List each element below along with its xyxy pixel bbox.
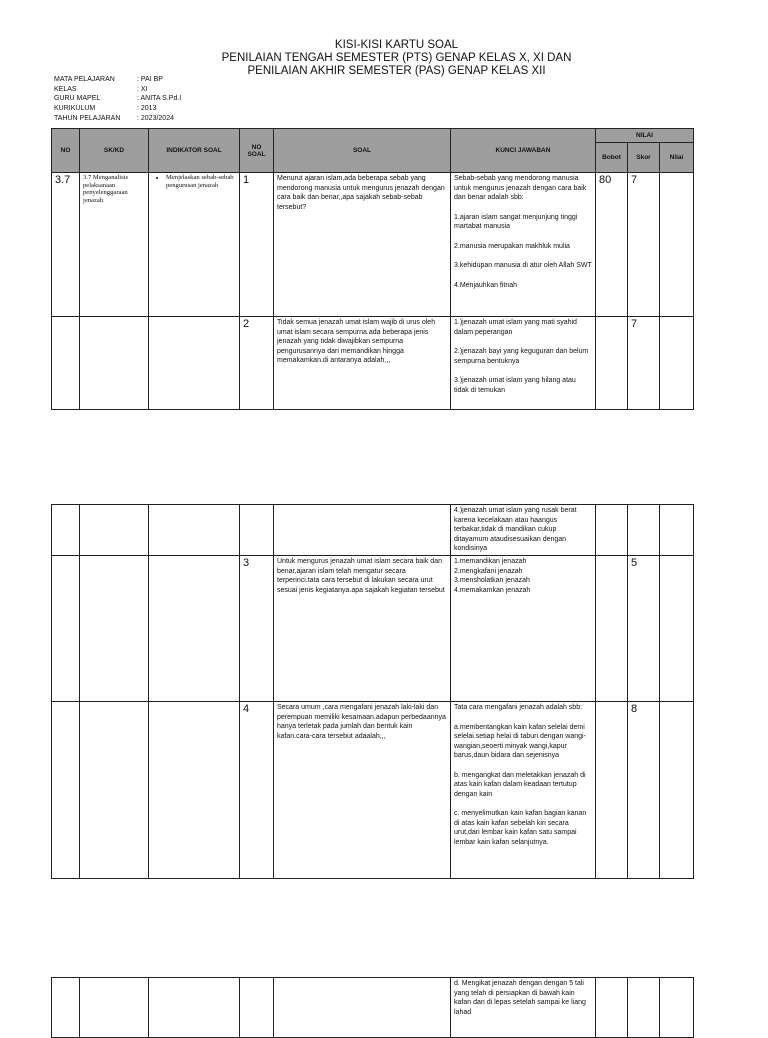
meta-value: : PAI BP	[137, 76, 163, 83]
answer-line: c. menyelimutkan kain kafan bagian kanan di atas kain kafan sebelah kiri secara urut,dari lembar kain kafan satu sampai lembar kain kafan selanjutnya.	[454, 810, 587, 846]
answer-line: 4.Menjauhkan fitnah	[454, 281, 518, 289]
meta-row-year	[54, 114, 181, 124]
answer-line: 1.ajaran islam sangat menjunjung tinggi martabat manusia	[454, 213, 578, 230]
answer-line: a.membentangkan kain kafan selelai demi selelai.setiap helai di taburi dengan wangi-wangian,seoerti minyak wangi,kapur barus,daun bidara dan sejenisnya	[454, 723, 586, 759]
cell-value	[660, 978, 694, 1038]
answer-line: 2.mengkafani jenazah	[454, 567, 523, 575]
cell-value	[660, 505, 694, 556]
document-title-line2: PENILAIAN TENGAH SEMESTER (PTS) GENAP KELAS X, XI DAN	[221, 52, 572, 64]
header-question-number: NO SOAL	[240, 129, 274, 173]
document-title-line1: KISI-KISI KARTU SOAL	[334, 39, 459, 51]
meta-row-curriculum	[54, 104, 181, 114]
meta-label: MATA PELAJARAN	[54, 76, 115, 83]
table-row	[52, 702, 694, 879]
table-row	[52, 556, 694, 702]
answer-line: 2.)jenazah bayi yang keguguran dan belum sempurna bentuknya	[454, 348, 589, 365]
cell-weight	[596, 505, 628, 556]
answer-line: b. mengangkat dan meletakkan jenazah di atas kain kafan dalam keadaan tertutup dengan kain	[454, 771, 586, 798]
meta-row-teacher	[54, 94, 181, 104]
header-value: Nilai	[660, 143, 694, 173]
cell-no	[52, 978, 80, 1038]
cell-question: Untuk mengurus jenazah umat islam secara baik dan benar,ajaran islam telah mengatur secara terperinci.tata cara tersebut di lakukan secara urut sesuai jenis kegiatanya.apa sajakah kegiatan tersebut	[274, 556, 451, 702]
indicator-item: • Menjelaskan sebab-sebab pengurusan jenazah	[166, 174, 236, 189]
cell-no	[52, 317, 80, 410]
cell-score: 8	[628, 702, 660, 879]
cell-answer-key	[451, 556, 596, 702]
cell-skkd	[80, 556, 149, 702]
table-row	[52, 978, 694, 1038]
answer-line: Tata cara mengafani jenazah adalah sbb:	[454, 704, 583, 711]
cell-score: 5	[628, 556, 660, 702]
meta-row-subject	[54, 75, 181, 85]
header-question: SOAL	[274, 129, 451, 173]
meta-value: : 2023/2024	[137, 114, 174, 122]
cell-indicator	[149, 173, 240, 317]
header-weight: Bobot	[596, 143, 628, 173]
cell-answer-key: d. Mengikat jenazah dengan dengan 5 tali yang telah di persiapkan di bawah kain kafan dan di lepas setelah sampai ke liang lahad	[451, 978, 596, 1038]
table-row	[52, 317, 694, 410]
cell-weight: 80	[596, 173, 628, 317]
cell-weight	[596, 556, 628, 702]
cell-question: Secara umum ,cara mengafani jenazah laki-laki dan perempuan memiliki kesamaan.adapun perbedaannya hanya terletak pada jumlah dan bentuk kain kafan.cara-cara tersebut adaalah,,,	[274, 702, 451, 879]
question-grid-table-1	[51, 128, 694, 410]
meta-value: : ANITA S.Pd.I	[137, 95, 182, 103]
cell-score	[628, 978, 660, 1038]
table-row	[52, 173, 694, 317]
meta-label: GURU MAPEL	[54, 95, 101, 103]
question-grid-table-3	[51, 977, 694, 1038]
cell-score: 7	[628, 317, 660, 410]
cell-score: 7	[628, 173, 660, 317]
cell-value	[660, 317, 694, 410]
header-indicator: INDIKATOR SOAL	[149, 129, 240, 173]
cell-question: Tidak semua jenazah umat islam wajib di urus oleh umat islam secara sempurna.ada beberapa jenis jenazah yang tidak diwajibkan sempurna pengurusannya dari memandikan hingga memakamkan.di antaranya adalah,,,	[274, 317, 451, 410]
table-row	[52, 505, 694, 556]
answer-line: 3.)jenazah umat islam yang hilang atau tidak di temukan	[454, 377, 576, 394]
document-title-line3: PENILAIAN AKHIR SEMESTER (PAS) GENAP KELAS XII	[247, 65, 546, 77]
cell-indicator	[149, 556, 240, 702]
cell-answer-key	[451, 702, 596, 879]
cell-skkd	[80, 505, 149, 556]
answer-line: 1.memandikan jenazah	[454, 558, 527, 565]
cell-value	[660, 173, 694, 317]
cell-question-number: 2	[240, 317, 274, 410]
meta-value: : XI	[137, 85, 148, 93]
cell-question-number: 3	[240, 556, 274, 702]
cell-answer-key	[451, 173, 596, 317]
cell-question-number	[240, 505, 274, 556]
cell-weight	[596, 978, 628, 1038]
answer-line: Sebab-sebab yang mendorong manusia untuk mengurus jenazah dengan cara baik dan benar adalah sbb:	[454, 175, 587, 201]
cell-skkd	[80, 317, 149, 410]
cell-value	[660, 702, 694, 879]
cell-question-number: 4	[240, 702, 274, 879]
meta-label: TAHUN PELAJARAN	[54, 114, 121, 122]
cell-question	[274, 978, 451, 1038]
cell-indicator	[149, 978, 240, 1038]
meta-label: KELAS	[54, 85, 77, 93]
cell-no: 3.7	[52, 173, 80, 317]
cell-no	[52, 702, 80, 879]
answer-line: 1.)jenazah umat islam yang mati syahid dalam peperangan	[454, 319, 577, 336]
cell-skkd: 3.7 Menganalisis pelaksanaan penyelenggaraan jenazah	[80, 173, 149, 317]
meta-value: : 2013	[137, 105, 157, 113]
cell-weight	[596, 702, 628, 879]
header-no: NO	[52, 129, 80, 173]
answer-line: 3.mensholatkan jenazah	[454, 577, 530, 584]
cell-question-number	[240, 978, 274, 1038]
identity-info	[54, 75, 181, 124]
cell-indicator	[149, 505, 240, 556]
cell-question: Menurut ajaran islam,ada beberapa sebab yang mendorong manusia untuk mengurus jenazah dengan cara baik dan benar,,apa sajakah sebab-sebab tersebut?	[274, 173, 451, 317]
cell-question-number: 1	[240, 173, 274, 317]
question-grid-table-2	[51, 504, 694, 879]
header-score: Skor	[628, 143, 660, 173]
header-answer-key: KUNCI JAWABAN	[451, 129, 596, 173]
cell-no	[52, 505, 80, 556]
cell-indicator	[149, 317, 240, 410]
header-skkd: SK/KD	[80, 129, 149, 173]
meta-label: KURIKULUM	[54, 105, 96, 113]
cell-question	[274, 505, 451, 556]
answer-line: 4.memakamkan jenazah	[454, 586, 531, 594]
cell-answer-key	[451, 317, 596, 410]
cell-no	[52, 556, 80, 702]
meta-row-class	[54, 85, 181, 95]
cell-score	[628, 505, 660, 556]
answer-line: 2.manusia merupakan makhluk mulia	[454, 242, 570, 250]
cell-value	[660, 556, 694, 702]
cell-skkd	[80, 978, 149, 1038]
cell-weight	[596, 317, 628, 410]
header-score-group: NILAI	[596, 129, 694, 143]
cell-answer-key: 4.)jenazah umat islam yang rusak berat karena kecelakaan atau haangus terbakar,tidak di mandikan cukup ditayamum ataudisesuaikan dengan kondisinya	[451, 505, 596, 556]
cell-indicator	[149, 702, 240, 879]
cell-skkd	[80, 702, 149, 879]
answer-line: 3.kehidupan manusia di atur oleh Allah SWT	[454, 262, 592, 269]
